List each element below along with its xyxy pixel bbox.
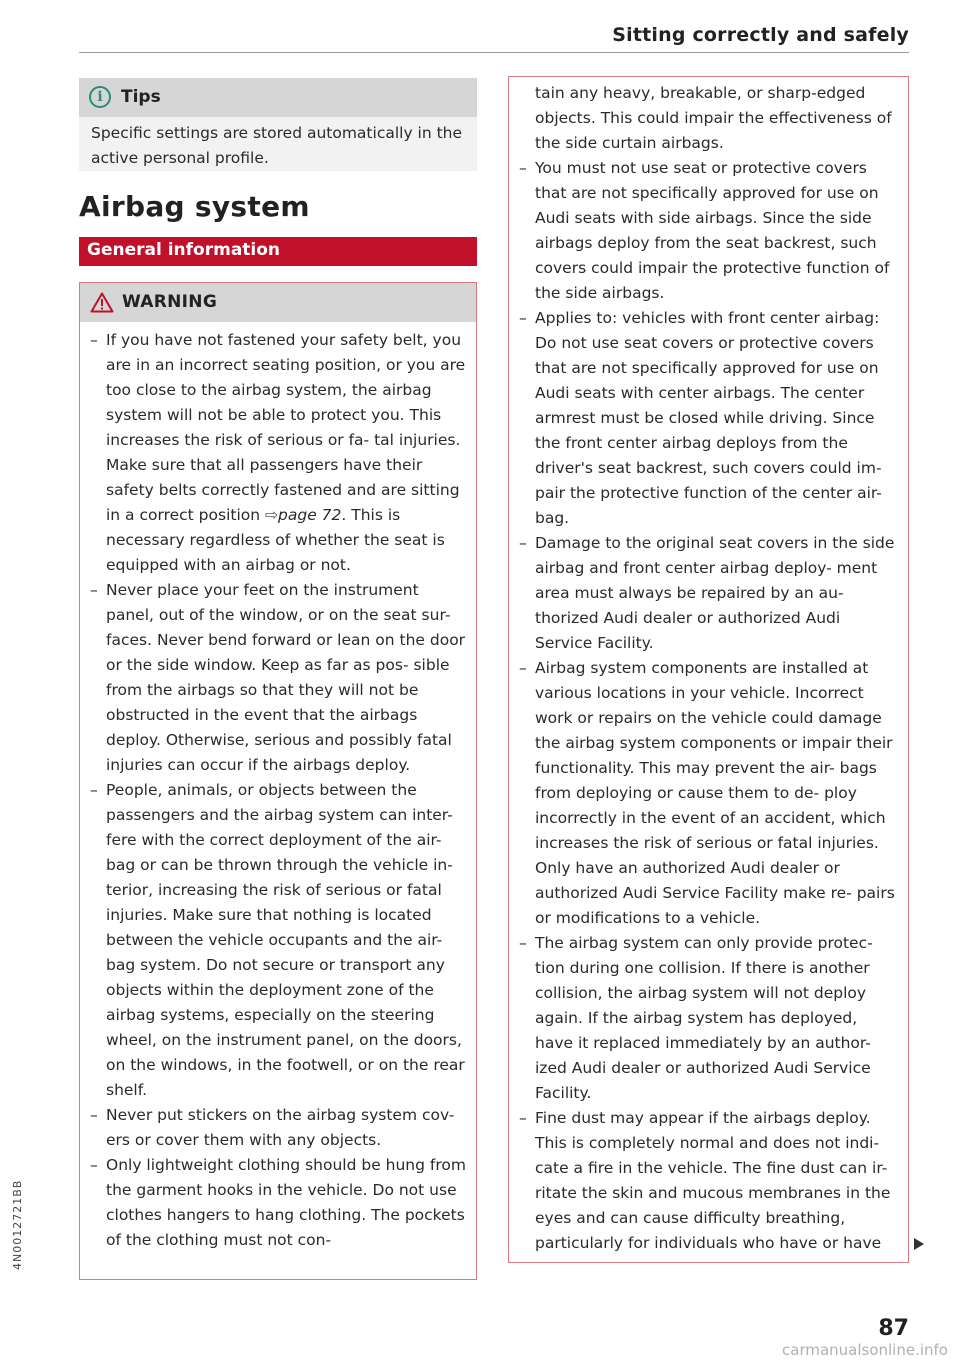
list-item: – Only lightweight clothing should be hung from the garment hooks in the vehicle. Do not use clothes hangers to hang clothing. The pockets of the clothing must not con- [80, 1153, 468, 1253]
tips-header [79, 78, 477, 117]
continue-arrow-icon [914, 1238, 924, 1250]
warning-list-continued [509, 77, 908, 1256]
tips-box [79, 78, 477, 171]
header-divider [79, 52, 909, 53]
list-item-text: . This is necessary regardless of whether the seat is equipped with an airbag or not. [106, 506, 445, 574]
list-item: – Damage to the original seat covers in the side airbag and front center airbag deploy- ment area must always be repaired by an au- thorized Audi dealer or authorized Audi Service Facility. [509, 531, 898, 656]
tips-label: Tips [121, 87, 161, 107]
side-code [11, 1179, 24, 1280]
info-icon: i [89, 86, 111, 108]
warning-list [80, 322, 476, 1253]
list-item [80, 328, 468, 578]
list-item: – Fine dust may appear if the airbags deploy. This is completely normal and does not indi- cate a fire in the vehicle. The fine dust can ir- ritate the skin and mucous membranes in the eyes and can cause difficulty breathing, particularly for individuals who have or have [509, 1106, 898, 1256]
subsection-banner: General information [79, 237, 477, 266]
warning-box-left [79, 282, 477, 1280]
list-item-continuation: tain any heavy, breakable, or sharp-edged objects. This could impair the effectiveness of the side curtain airbags. [535, 84, 892, 152]
list-item: – The airbag system can only provide protec- tion during one collision. If there is another collision, the airbag system will not deploy again. If the airbag system has deployed, have it replaced immediately by an author- ized Audi dealer or authorized Audi Service Facility. [509, 931, 898, 1106]
xref-arrow: ⇨ [265, 506, 279, 524]
tips-text: Specific settings are stored automatically in the active personal profile. [91, 124, 463, 167]
list-item: – Never put stickers on the airbag system cov- ers or cover them with any objects. [80, 1103, 468, 1153]
running-header: Sitting correctly and safely [612, 24, 909, 46]
warning-box-right [508, 76, 909, 1263]
list-item: – Never place your feet on the instrument panel, out of the window, or on the seat sur- faces. Never bend forward or lean on the door or the side window. Keep as far as pos- sible from the airbags so that they will not be obstructed in the event that the airbags deploy. Otherwise, serious and possibly fatal injuries can occur if the airbags deploy. [80, 578, 468, 778]
page-number: 87 [878, 1316, 909, 1341]
warning-triangle-icon [90, 292, 114, 313]
list-item: – People, animals, or objects between the passengers and the airbag system can inter- fere with the correct deployment of the air- bag or can be thrown through the vehicle in- terior, increasing the risk of serious or fatal injuries. Make sure that nothing is located between the vehicle occupants and the air- bag system. Do not secure or transport any objects within the deployment zone of the airbag systems, especially on the steering wheel, on the instrument panel, on the doors, on the windows, in the footwell, or on the rear shelf. [80, 778, 468, 1103]
warning-label: WARNING [122, 292, 218, 312]
list-item-text: If you have not fastened your safety belt, you are in an incorrect seating position, or you are too close to the airbag system, the airbag system will not be able to protect you. This increases the risk of serious or fa- tal injuries. Make sure that all passengers have their safety belts correctly fastened and are sitting in a correct position [106, 331, 466, 524]
list-item: – You must not use seat or protective covers that are not specifically approved for use on Audi seats with side airbags. Since the side airbags deploy from the seat backrest, such covers could impair the protective function of the side airbags. [509, 156, 898, 306]
warning-header [80, 283, 476, 322]
document-code: 4N0012721BB [11, 1179, 24, 1270]
watermark: carmanualsonline.info [782, 1341, 948, 1359]
section-title: Airbag system [79, 190, 310, 223]
page-link[interactable]: page 72 [278, 506, 342, 524]
list-item: – Applies to: vehicles with front center airbag: Do not use seat covers or protective covers that are not specifically approved for use on Audi seats with center airbags. The center armrest must be closed while driving. Since the front center airbag deploys from the driver's seat backrest, such covers could im- pair the protective function of the center air- bag. [509, 306, 898, 531]
list-item: – Airbag system components are installed at various locations in your vehicle. Incorrect work or repairs on the vehicle could damage the airbag system components or impair their functionality. This may prevent the air- bags from deploying or cause them to de- ploy incorrectly in the event of an accident, which increases the risk of serious or fatal injuries. Only have an authorized Audi dealer or authorized Audi Service Facility make re- pairs or modifications to a vehicle. [509, 656, 898, 931]
